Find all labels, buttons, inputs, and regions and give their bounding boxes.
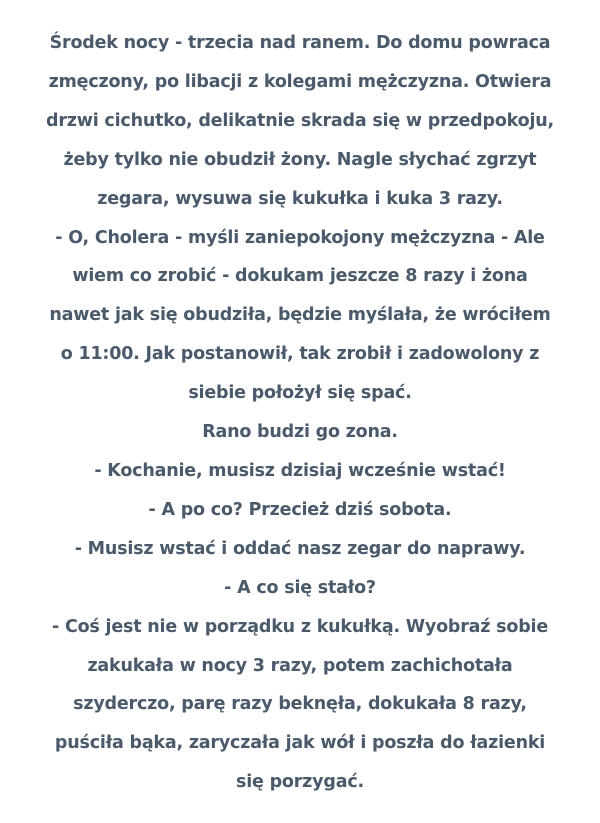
joke-line: zegara, wysuwa się kukułka i kuka 3 razy. — [97, 188, 503, 209]
joke-line: szyderczo, parę razy beknęła, dokukała 8 razy, — [73, 694, 527, 715]
joke-line: - Musisz wstać i oddać nasz zegar do naprawy. — [74, 538, 526, 559]
joke-line: puściła bąka, zaryczała jak wół i poszła do łazienki — [54, 733, 546, 754]
joke-line: żeby tylko nie obudził żony. Nagle słychać zgrzyt — [63, 149, 537, 170]
joke-line: nawet jak się obudziła, będzie myślała, że wróciłem — [49, 305, 551, 326]
joke-line: - O, Cholera - myśli zaniepokojony mężczyzna - Ale — [55, 227, 545, 248]
joke-line: - A co się stało? — [224, 577, 376, 598]
joke-line: o 11:00. Jak postanowił, tak zrobił i zadowolony z — [60, 344, 540, 365]
joke-line: zmęczony, po libacji z kolegami mężczyzna. Otwiera — [48, 71, 552, 92]
joke-line: - Coś jest nie w porządku z kukułką. Wyobraź sobie — [51, 616, 548, 637]
joke-line: drzwi cichutko, delikatnie skrada się w przedpokoju, — [46, 110, 554, 131]
joke-line: - A po co? Przecież dziś sobota. — [148, 499, 452, 520]
joke-line: - Kochanie, musisz dzisiaj wcześnie wstać! — [94, 460, 506, 481]
joke-line: Rano budzi go zona. — [202, 422, 398, 443]
joke-line: siebie położył się spać. — [188, 383, 412, 404]
joke-line: wiem co zrobić - dokukam jeszcze 8 razy i żona — [72, 266, 528, 287]
joke-line: zakukała w nocy 3 razy, potem zachichotała — [87, 655, 513, 676]
joke-line: Środek nocy - trzecia nad ranem. Do domu powraca — [49, 33, 551, 53]
joke-text — [0, 24, 600, 802]
joke-line: się porzygać. — [236, 772, 364, 793]
